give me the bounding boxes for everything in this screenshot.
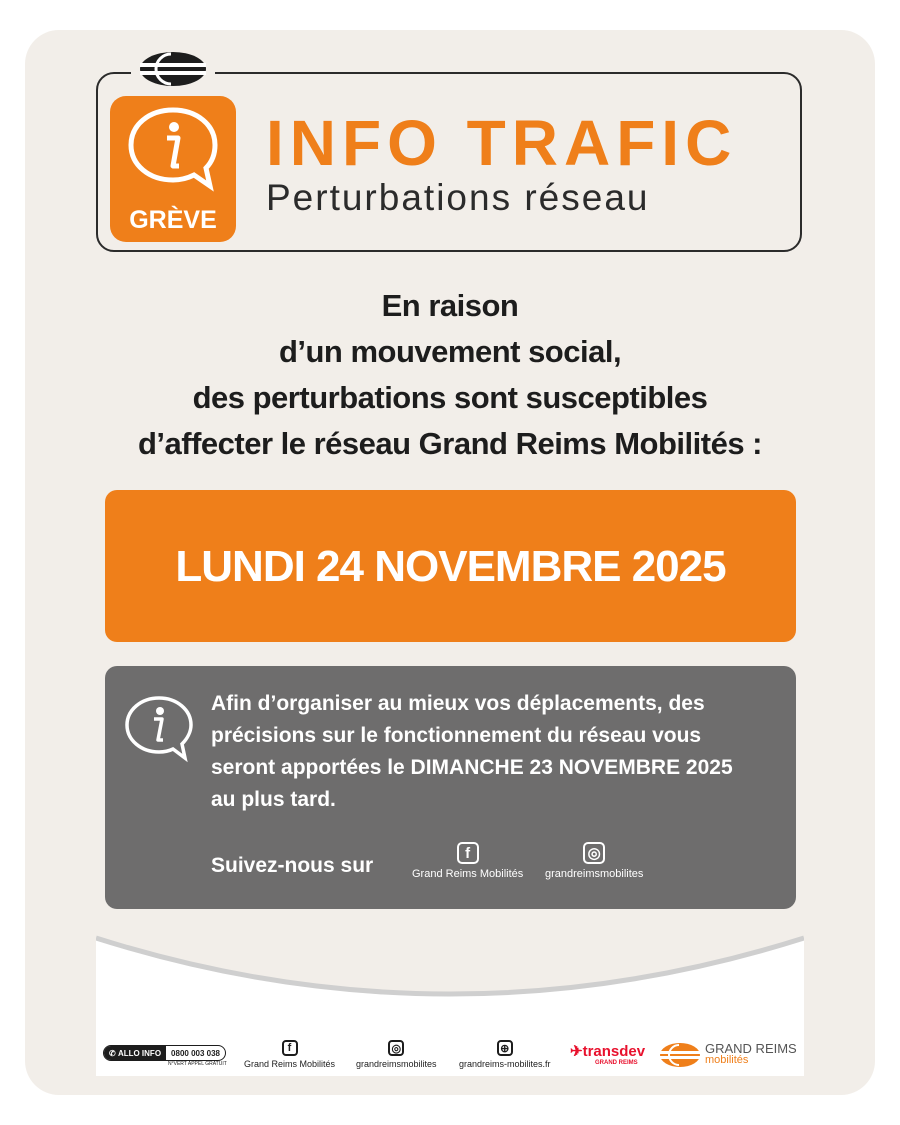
- transdev-sub: GRAND REIMS: [595, 1060, 638, 1066]
- footer-instagram-label: grandreimsmobilites: [356, 1059, 437, 1069]
- info-line: Afin d’organiser au mieux vos déplacements, des: [211, 692, 705, 715]
- instagram-label: grandreimsmobilites: [545, 868, 644, 880]
- date-text: LUNDI 24 NOVEMBRE 2025: [175, 542, 726, 591]
- info-line: seront apportées le DIMANCHE 23 NOVEMBRE 2025: [211, 756, 733, 779]
- footer-instagram-link[interactable]: [356, 1040, 437, 1069]
- transdev-mark: ✈: [570, 1043, 583, 1060]
- info-line: au plus tard.: [211, 788, 336, 811]
- strike-badge: [110, 96, 236, 242]
- instagram-icon: ◎: [388, 1040, 404, 1056]
- allo-number: 0800 003 038: [171, 1048, 220, 1058]
- network-logo: [131, 46, 215, 92]
- facebook-link[interactable]: [412, 842, 523, 880]
- transdev-name: transdev: [582, 1043, 646, 1060]
- info-icon: [126, 104, 220, 200]
- footer-facebook-link[interactable]: [244, 1040, 335, 1069]
- brand-logo-icon: [659, 1042, 701, 1068]
- intro-line: d’affecter le réseau Grand Reims Mobilités :: [137, 426, 763, 461]
- intro-line: des perturbations sont susceptibles: [192, 380, 708, 415]
- intro-text: [60, 283, 840, 467]
- facebook-icon: f: [282, 1040, 298, 1056]
- facebook-icon: f: [457, 842, 479, 864]
- footer-website-label: grandreims-mobilites.fr: [459, 1059, 551, 1069]
- footer-facebook-label: Grand Reims Mobilités: [244, 1059, 336, 1069]
- instagram-icon: ◎: [583, 842, 605, 864]
- allo-subtext: N°VERT APPEL GRATUIT: [168, 1061, 227, 1067]
- brand-name: GRAND REIMS: [705, 1041, 797, 1056]
- facebook-label: Grand Reims Mobilités: [412, 868, 524, 880]
- badge-label: GRÈVE: [129, 206, 217, 234]
- page-title: INFO TRAFIC: [266, 107, 738, 179]
- follow-us-label: Suivez-nous sur: [211, 854, 374, 877]
- intro-line: d’un mouvement social,: [278, 334, 622, 369]
- date-banner: [105, 490, 796, 642]
- footer-website-link[interactable]: [459, 1040, 551, 1069]
- allo-label: [104, 1046, 166, 1060]
- page-subtitle: Perturbations réseau: [266, 177, 650, 218]
- phone-icon: ✆: [109, 1048, 118, 1058]
- footer: [96, 930, 804, 1076]
- transdev-logo: [570, 1042, 645, 1060]
- info-panel: [105, 666, 796, 909]
- instagram-link[interactable]: [545, 842, 643, 880]
- allo-label-text: ALLO INFO: [117, 1048, 162, 1058]
- intro-line: En raison: [381, 288, 519, 323]
- info-panel-text: [211, 688, 779, 816]
- globe-icon: ⊕: [497, 1040, 513, 1056]
- info-line: précisions sur le fonctionnement du réseau vous: [211, 724, 702, 747]
- allo-info-badge[interactable]: [103, 1045, 226, 1061]
- footer-wave: [96, 930, 804, 1010]
- info-icon: [123, 694, 195, 764]
- brand-sub: mobilités: [705, 1054, 749, 1066]
